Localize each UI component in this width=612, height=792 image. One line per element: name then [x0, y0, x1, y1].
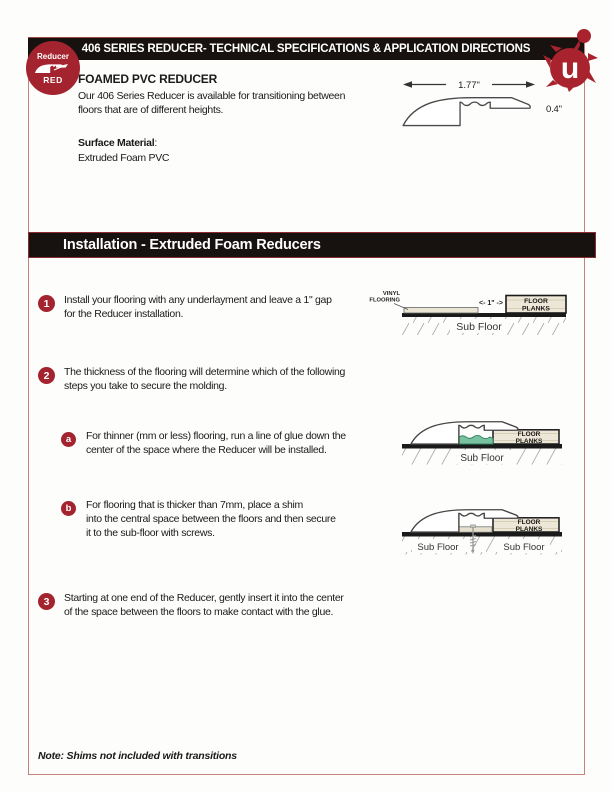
floor-planks-box: [493, 430, 559, 445]
vinyl-strip: [404, 308, 478, 314]
step-line: center of the space where the Reducer will be installed.: [86, 444, 327, 456]
step-line: into the central space between the floors and then secure: [86, 513, 336, 525]
step-line: of the space between the floors to make contact with the glue.: [64, 606, 334, 618]
intro-body-line: Our 406 Series Reducer is available for transitioning between: [78, 90, 346, 102]
subfloor-label-right: Sub Floor: [503, 542, 545, 553]
installation-title: Installation - Extruded Foam Reducers: [63, 237, 321, 253]
intro-body-line: floors that are of different heights.: [78, 104, 224, 116]
floor-planks-box: [493, 518, 559, 533]
surface-material-label-text: Surface Material: [78, 137, 155, 149]
floor-planks-label: PLANKS: [522, 305, 550, 313]
intro-heading: FOAMED PVC REDUCER: [78, 72, 218, 86]
reducer-profile-diagram: [402, 93, 536, 128]
surface-material-label: [78, 137, 157, 149]
step-line: steps you take to secure the molding.: [64, 380, 227, 392]
step-2-text: [64, 365, 345, 393]
step-line: The thickness of the flooring will determine which of the following: [64, 366, 346, 378]
badge-reducer-label: Reducer: [36, 51, 69, 61]
step-line: for the Reducer installation.: [64, 308, 184, 320]
glue-bead: [459, 435, 493, 444]
diagram-step-a: [396, 406, 568, 470]
surface-material-value: Extruded Foam PVC: [78, 152, 170, 164]
surface-material-colon: :: [154, 137, 157, 149]
width-dimension-arrow: [402, 78, 536, 91]
step-b-text: [86, 498, 336, 540]
badge-red-label: RED: [43, 74, 63, 85]
step-a-text: [86, 429, 346, 457]
diagram-step-b: [396, 492, 568, 564]
floor-planks-label: FLOOR: [517, 431, 541, 438]
floor-planks-label: FLOOR: [524, 297, 548, 305]
floor-planks-box: [506, 296, 566, 314]
step-line: Install your flooring with any underlayment and leave a 1" gap: [64, 294, 332, 306]
step-3-badge: 3: [38, 593, 55, 610]
vinyl-flooring-label: FLOORING: [369, 297, 400, 304]
reducer-red-badge: [26, 41, 80, 95]
header-title: 406 SERIES REDUCER- TECHNICAL SPECIFICATIONS & APPLICATION DIRECTIONS: [81, 43, 531, 55]
u-logo-letter: u: [560, 52, 580, 85]
reducer-profile-icon: [34, 62, 72, 74]
diagram-step1: [368, 283, 568, 345]
subfloor-label: Sub Floor: [460, 453, 504, 464]
width-dimension-label: 1.77": [458, 80, 480, 91]
installation-bar: [28, 232, 596, 258]
step-line: Starting at one end of the Reducer, gently insert it into the center: [64, 592, 344, 604]
step-2-badge: 2: [38, 367, 55, 384]
height-dimension-label: 0.4": [546, 104, 562, 115]
subfloor-label-left: Sub Floor: [417, 542, 459, 553]
floor-planks-label: PLANKS: [515, 438, 543, 445]
step-1-text: [64, 293, 332, 321]
step-a-badge: a: [61, 432, 76, 447]
gap-label: <- 1" ->: [479, 300, 503, 307]
u-logo: [542, 26, 600, 92]
vinyl-flooring-label: VINYL: [382, 291, 400, 297]
step-b-badge: b: [61, 501, 76, 516]
header-bar: [28, 37, 584, 60]
subfloor-label: Sub Floor: [456, 321, 502, 333]
floor-planks-label: FLOOR: [517, 519, 541, 526]
step-line: it to the sub-floor with screws.: [86, 527, 215, 539]
footer-note: Note: Shims not included with transitions: [38, 750, 237, 762]
step-line: For thinner (mm or less) flooring, run a line of glue down the: [86, 430, 346, 442]
step-line: For flooring that is thicker than 7mm, place a shim: [86, 499, 303, 511]
floor-planks-label: PLANKS: [515, 526, 543, 533]
step-1-badge: 1: [38, 295, 55, 312]
step-3-text: [64, 591, 344, 619]
